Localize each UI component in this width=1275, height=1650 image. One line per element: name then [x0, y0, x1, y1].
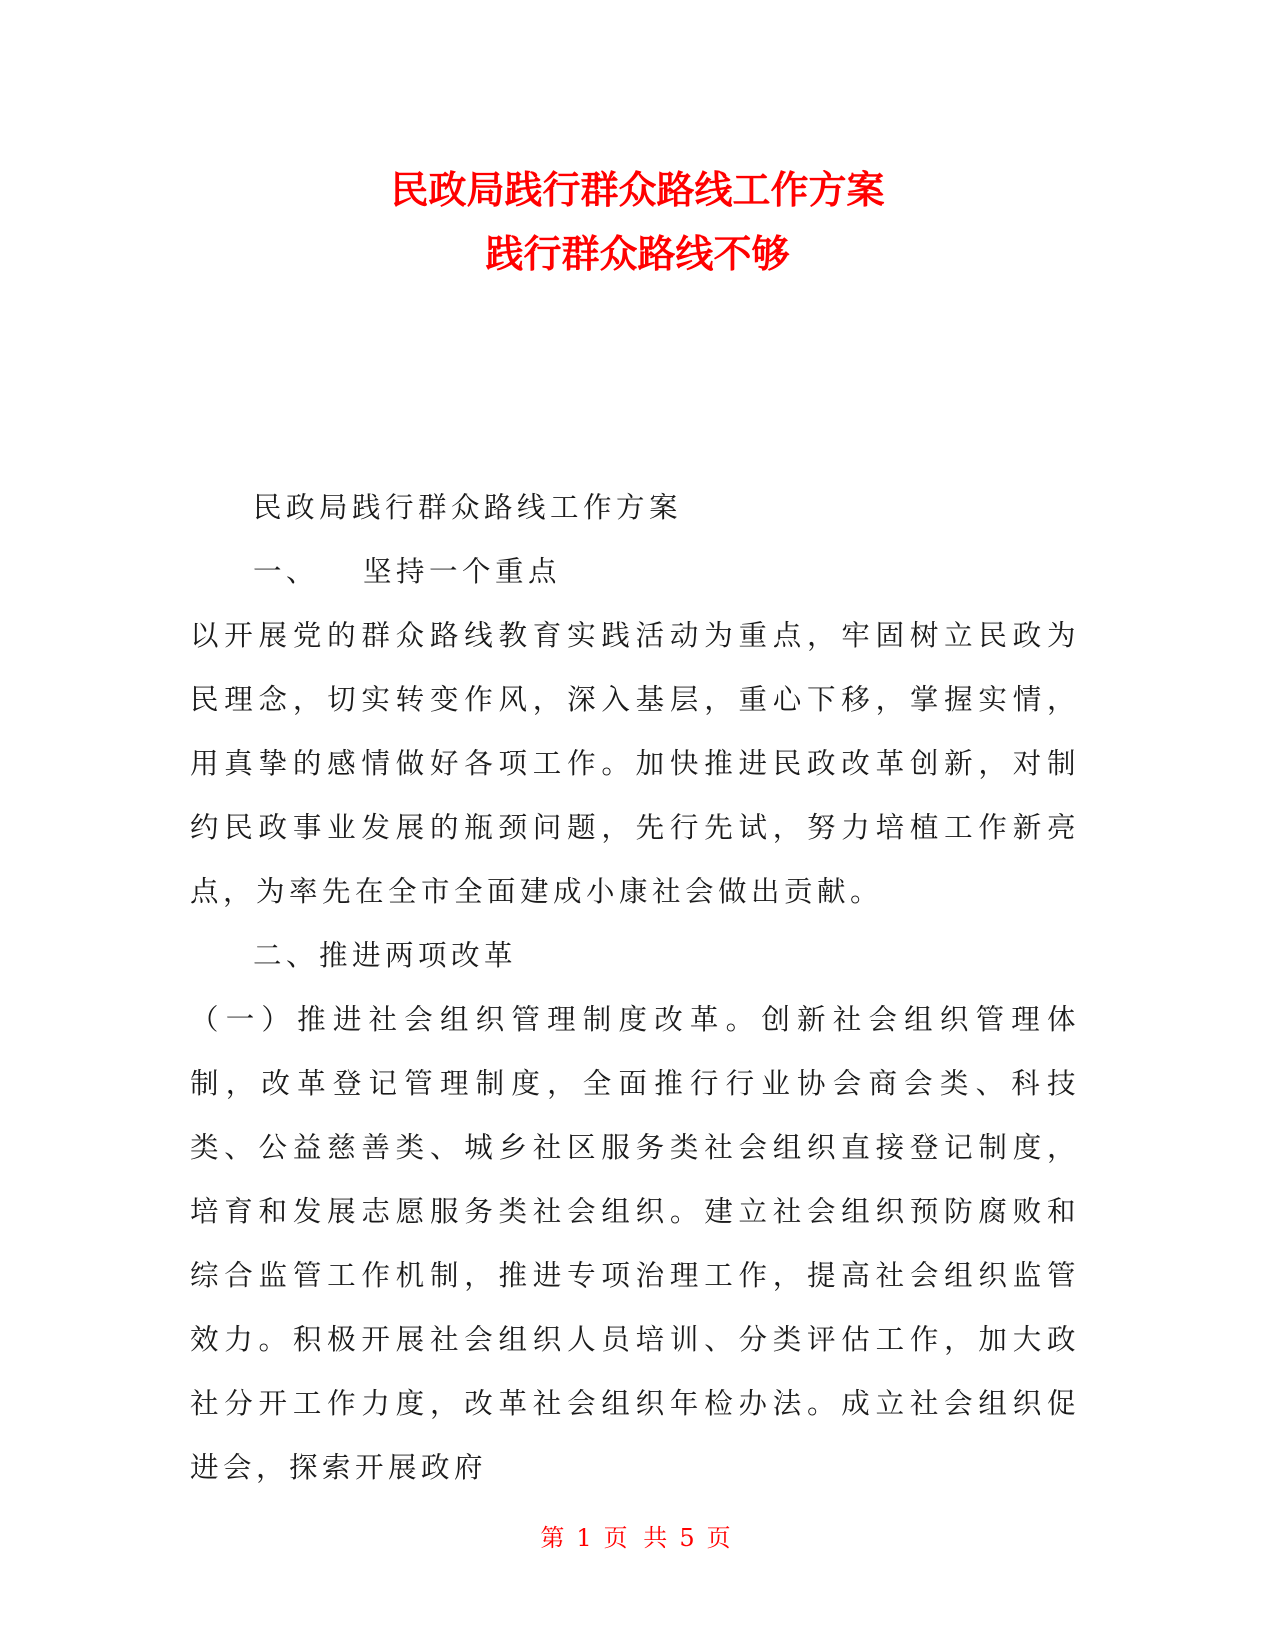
footer-page-number: 1	[576, 1524, 596, 1552]
title-line-2: 践行群众路线不够	[485, 232, 790, 276]
footer-suffix: 页	[706, 1524, 735, 1552]
document-body	[190, 476, 1080, 1500]
section-1-title: 坚持一个重点	[363, 555, 562, 588]
section-2-text: （一）推进社会组织管理制度改革。创新社会组织管理体制，改革登记管理制度，全面推行行业协会商会类、科技类、公益慈善类、城乡社区服务类社会组织直接登记制度，培育和发展志愿服务类社会组织。建立社会组织预防腐败和综合监管工作机制，推进专项治理工作，提高社会组织监管效力。积极开展社会组织人员培训、分类评估工作，加大政社分开工作力度，改革社会组织年检办法。成立社会组织促进会，探索开展政府	[190, 1003, 1080, 1484]
title-line-1: 民政局践行群众路线工作方案	[390, 168, 885, 212]
section-1-heading	[190, 540, 1080, 604]
doc-heading: 民政局践行群众路线工作方案	[253, 491, 683, 524]
section-2-heading: 二、推进两项改革	[253, 939, 518, 972]
footer-middle: 页 共	[603, 1524, 672, 1552]
section-1-text: 以开展党的群众路线教育实践活动为重点，牢固树立民政为民理念，切实转变作风，深入基层，重心下移，掌握实情，用真挚的感情做好各项工作。加快推进民政改革创新，对制约民政事业发展的瓶颈问题，先行先试，努力培植工作新亮点，为率先在全市全面建成小康社会做出贡献。	[190, 619, 1080, 908]
footer-prefix: 第	[540, 1524, 569, 1552]
page-footer	[0, 1518, 1275, 1553]
section-1-number: 一、	[253, 555, 320, 588]
document-title	[0, 158, 1275, 286]
footer-total-pages: 5	[679, 1524, 699, 1552]
